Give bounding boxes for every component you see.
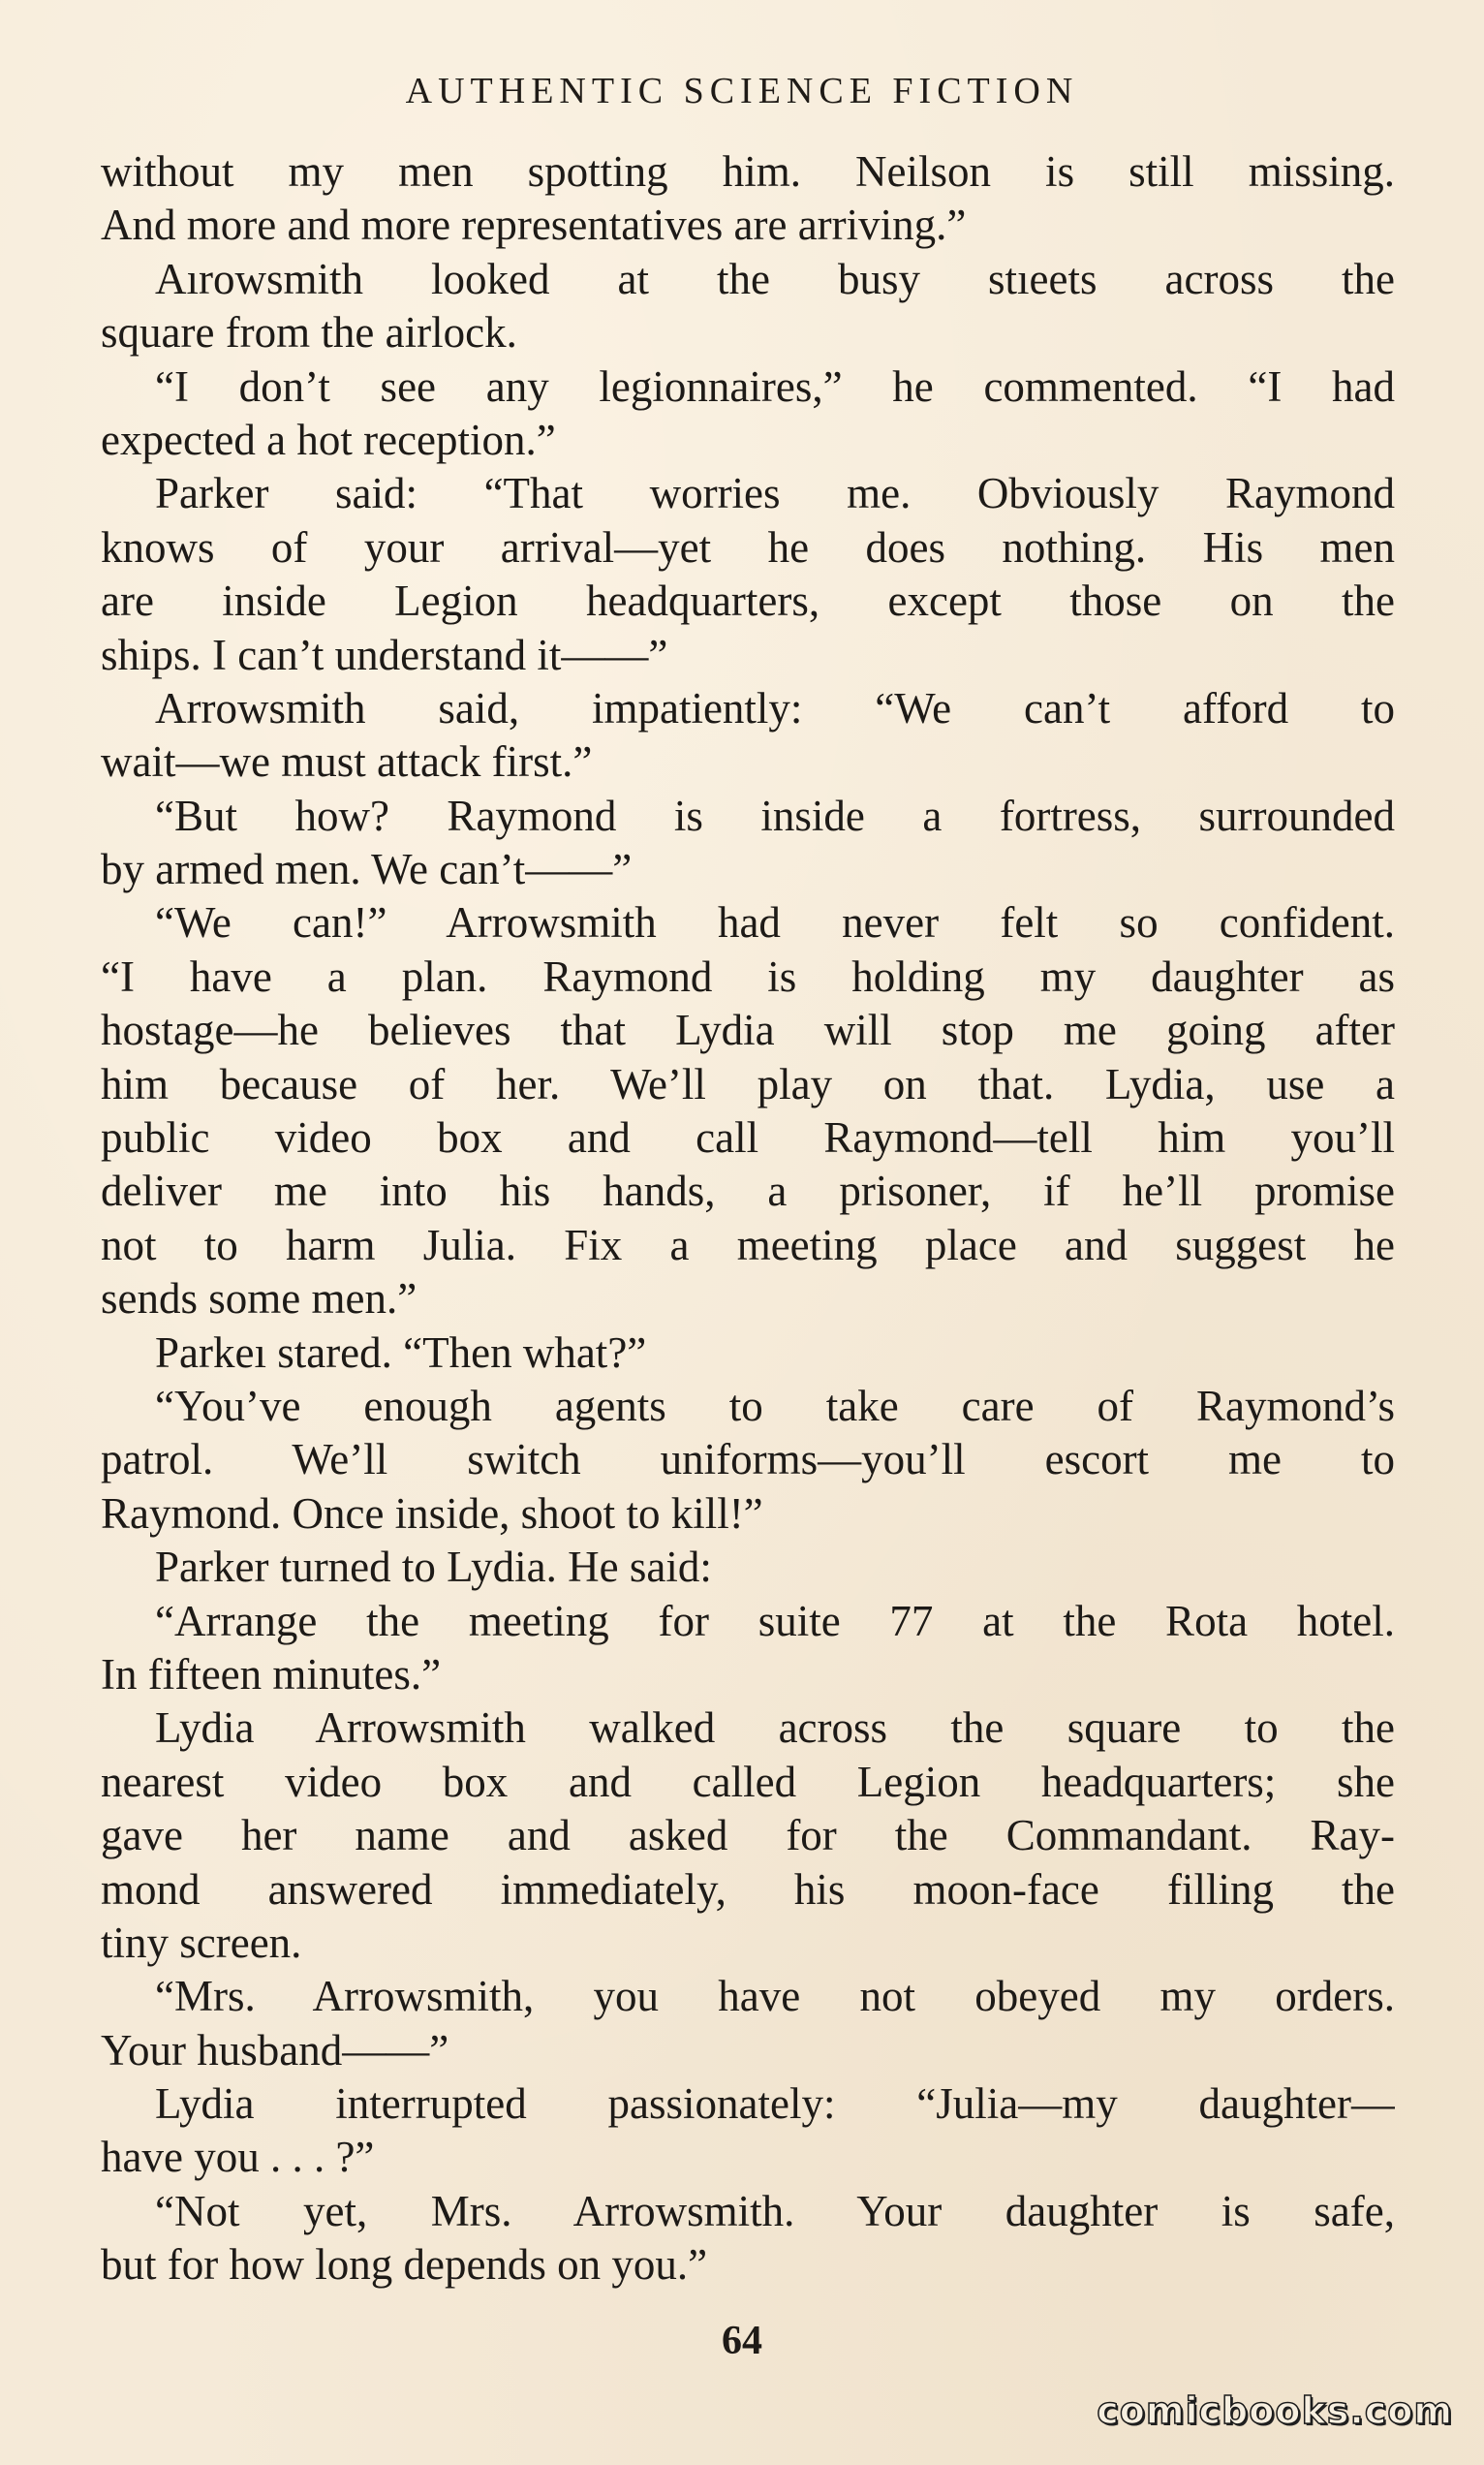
text-line: gave her name and asked for the Commandant. Ray- — [101, 1811, 1395, 1860]
text-line: him because of her. We’ll play on that. Lydia, use a — [101, 1059, 1395, 1108]
text-line: In fifteen minutes.” — [101, 1649, 442, 1699]
text-line: tiny screen. — [101, 1918, 302, 1967]
text-line: hostage—he believes that Lydia will stop me going after — [101, 1006, 1395, 1055]
text-line: patrol. We’ll switch uniforms—you’ll escort me to — [101, 1435, 1395, 1484]
text-line: nearest video box and called Legion headquarters; she — [101, 1757, 1395, 1806]
text-line: square from the airlock. — [101, 308, 517, 358]
body-text — [101, 145, 1395, 2293]
text-line: wait—we must attack first.” — [101, 737, 593, 787]
text-line: sends some men.” — [101, 1274, 417, 1324]
text-line: “I don’t see any legionnaires,” he commented. “I had — [155, 361, 1395, 411]
text-line: “Not yet, Mrs. Arrowsmith. Your daughter is safe, — [155, 2186, 1395, 2235]
text-line: Lydia Arrowsmith walked across the square to the — [155, 1703, 1395, 1753]
text-line: have you . . . ?” — [101, 2133, 375, 2182]
text-line: And more and more representatives are arriving.” — [101, 201, 967, 250]
text-line: “We can!” Arrowsmith had never felt so confident. — [155, 898, 1395, 948]
text-line: mond answered immediately, his moon-face filling the — [101, 1864, 1395, 1914]
page-number: 64 — [722, 2319, 762, 2363]
text-line: without my men spotting him. Neilson is still missing. — [101, 147, 1395, 196]
text-line: Aırowsmith looked at the busy stıeets across the — [155, 254, 1395, 303]
text-line: ships. I can’t understand it——” — [101, 630, 668, 679]
text-line: knows of your arrival—yet he does nothing. His men — [101, 522, 1395, 572]
text-line: “Arrange the meeting for suite 77 at the Rota hotel. — [155, 1596, 1395, 1645]
text-line: “You’ve enough agents to take care of Raymond’s — [155, 1381, 1395, 1430]
text-line: Parker turned to Lydia. He said: — [155, 1543, 712, 1592]
text-line: expected a hot reception.” — [101, 415, 556, 464]
text-line: Parkeı stared. “Then what?” — [155, 1327, 647, 1377]
text-line: Raymond. Once inside, shoot to kill!” — [101, 1488, 763, 1538]
text-line: Lydia interrupted passionately: “Julia—my daughter— — [155, 2079, 1395, 2129]
text-line: Arrowsmith said, impatiently: “We can’t afford to — [155, 683, 1395, 733]
text-line: by armed men. We can’t——” — [101, 845, 633, 894]
text-line: public video box and call Raymond—tell him you’ll — [101, 1113, 1395, 1163]
text-line: not to harm Julia. Fix a meeting place and suggest he — [101, 1220, 1395, 1269]
text-line: “But how? Raymond is inside a fortress, surrounded — [155, 791, 1395, 840]
text-line: deliver me into his hands, a prisoner, if he’ll promise — [101, 1167, 1395, 1216]
text-line: Parker said: “That worries me. Obviously Raymond — [155, 469, 1395, 518]
text-line: are inside Legion headquarters, except those on the — [101, 577, 1395, 626]
text-line: “I have a plan. Raymond is holding my daughter as — [101, 952, 1395, 1001]
text-line: “Mrs. Arrowsmith, you have not obeyed my orders. — [155, 1972, 1395, 2021]
running-head: AUTHENTIC SCIENCE FICTION — [405, 71, 1079, 111]
text-line: but for how long depends on you.” — [101, 2240, 708, 2290]
site-watermark: comicbooks.com — [1097, 2389, 1453, 2432]
text-line: Your husband——” — [101, 2025, 449, 2075]
